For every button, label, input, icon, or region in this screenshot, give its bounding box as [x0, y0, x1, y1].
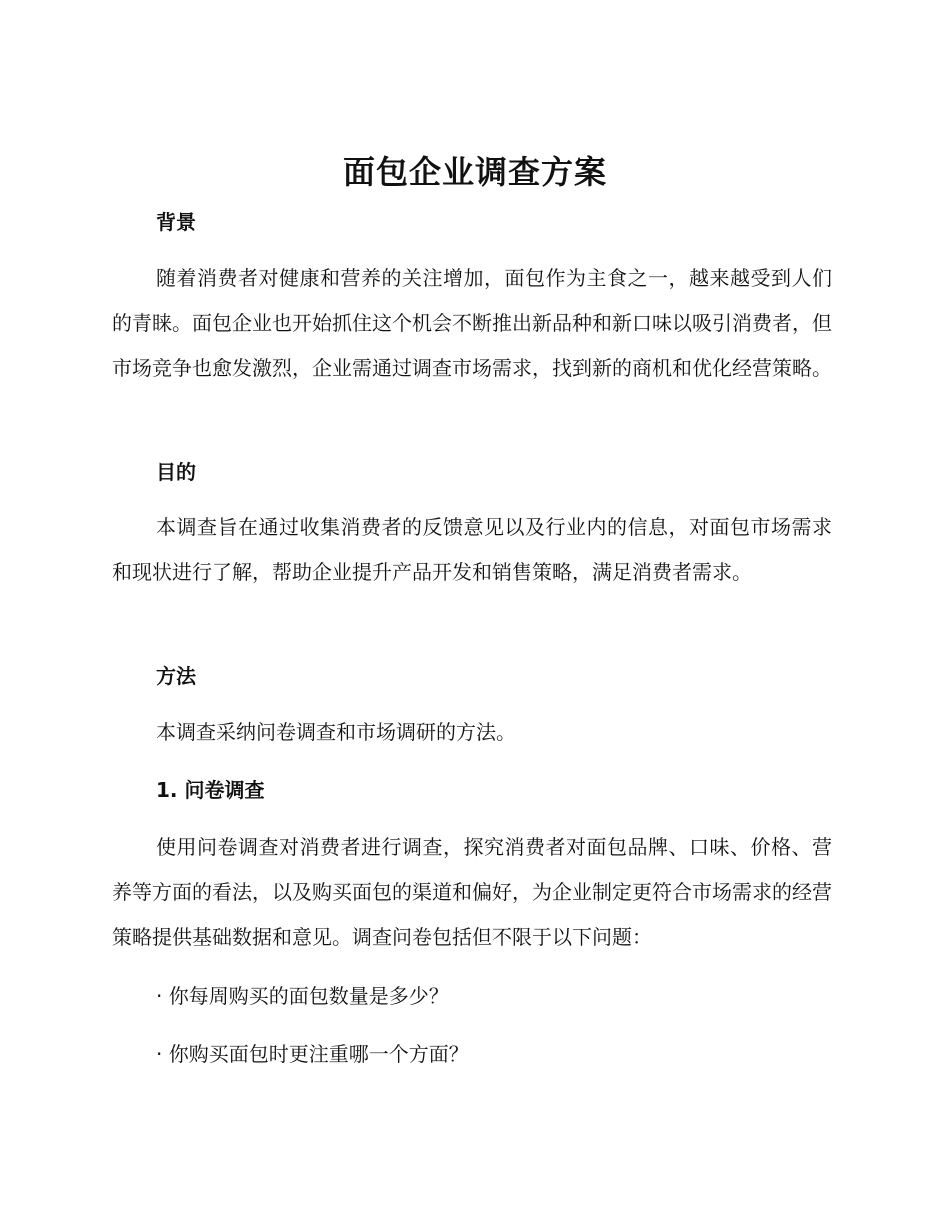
paragraph-method: 本调查采纳问卷调查和市场调研的方法。 — [156, 720, 516, 744]
paragraph-questionnaire: 使用问卷调查对消费者进行调查，探究消费者对面包品牌、口味、价格、营养等方面的看法，以及购买面包的渠道和偏好，为企业制定更符合市场需求的经营策略提供基础数据和意见。调查问卷包括但不限于以下问题： — [112, 835, 832, 949]
paragraph-background: 随着消费者对健康和营养的关注增加，面包作为主食之一，越来越受到人们的青睐。面包企业也开始抓住这个机会不断推出新品种和新口味以吸引消费者，但市场竞争也愈发激烈，企业需通过调查市场需求，找到新的商机和优化经营策略。 — [112, 266, 832, 380]
question-item-2: · 你购买面包时更注重哪一个方面？ — [156, 1042, 469, 1066]
section-heading-background: 背景 — [156, 210, 196, 234]
question-item-1: · 你每周购买的面包数量是多少？ — [156, 984, 449, 1008]
section-heading-purpose: 目的 — [156, 460, 196, 484]
document-title: 面包企业调查方案 — [342, 153, 607, 191]
section-heading-questionnaire: 1. 问卷调查 — [156, 778, 265, 802]
paragraph-purpose: 本调查旨在通过收集消费者的反馈意见以及行业内的信息，对面包市场需求和现状进行了解，帮助企业提升产品开发和销售策略，满足消费者需求。 — [112, 515, 832, 584]
section-heading-method: 方法 — [156, 664, 196, 688]
